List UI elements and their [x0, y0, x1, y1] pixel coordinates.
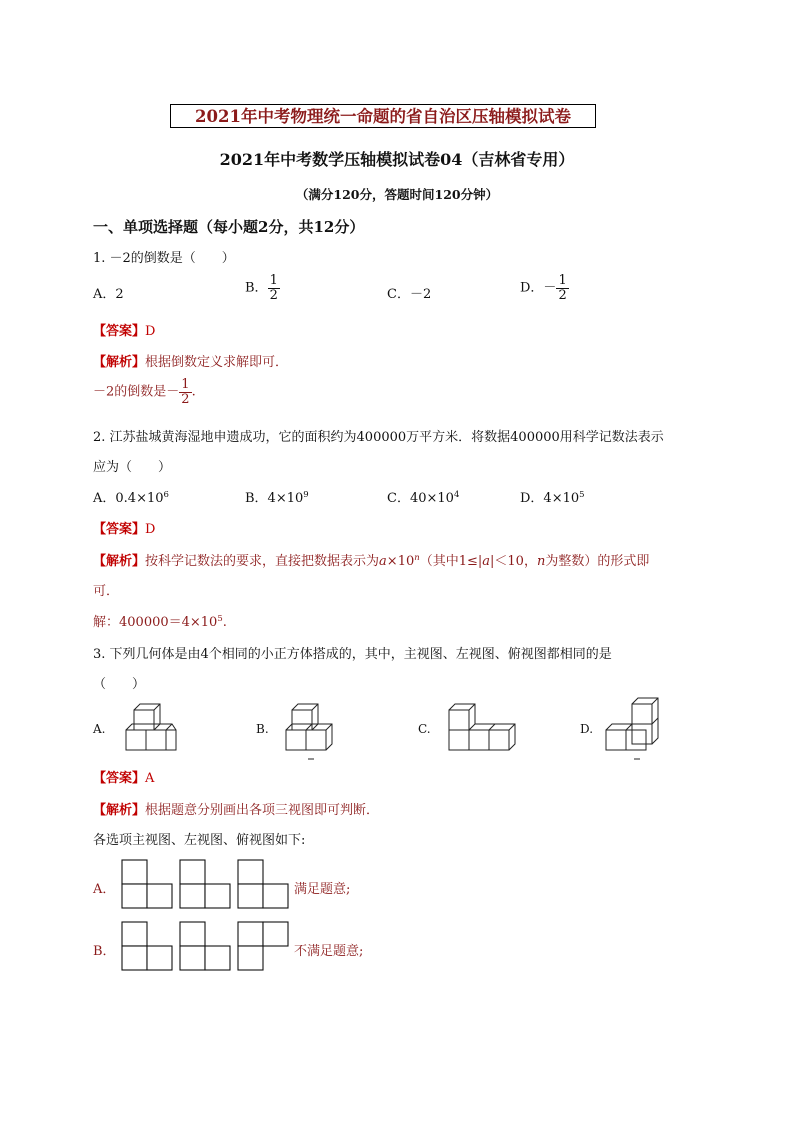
q1-option-b-denominator: 2 [269, 287, 278, 303]
q2-analysis-times: ×10 [386, 554, 415, 569]
page-title: 2021年中考数学压轴模拟试卷04（吉林省专用） [219, 150, 575, 169]
q2-stem-line2: 应为（ ） [93, 460, 172, 475]
q2-option-c-exponent: 4 [453, 490, 460, 500]
q2-analysis-var-n2: n [536, 554, 546, 569]
q3-stem-line2: （ ） [93, 677, 146, 692]
analysis-label: 【解析】 [93, 803, 146, 818]
exam-series-banner: 2021年中考物理统一命题的省自治区压轴模拟试卷 [170, 104, 596, 128]
q2-analysis-var-n: n [414, 553, 420, 563]
q3-option-c-figure [447, 704, 519, 752]
section-heading: 一、单项选择题（每小题2分，共12分） [93, 218, 365, 236]
q2-answer-value: D [145, 522, 156, 537]
q2-work [93, 611, 227, 630]
answer-label: 【答案】 [93, 771, 146, 786]
q3-row-a-top-view [238, 860, 290, 910]
q2-analysis-part1: 按科学记数法的要求，直接把数据表示为 [145, 554, 380, 569]
q2-analysis-part2: （其中1≤| [419, 554, 483, 569]
q2-option-c-base: C．40×10 [387, 491, 454, 506]
q3-option-d-figure [604, 704, 662, 762]
q1-work-fraction [179, 378, 191, 406]
q2-option-b-exponent: 9 [303, 490, 309, 500]
q2-work-base: 解：400000＝4×10 [93, 615, 218, 630]
q3-option-d-label: D. [580, 722, 594, 736]
q2-option-d-base: D．4×10 [520, 491, 580, 506]
q3-views-intro: 各选项主视图、左视图、俯视图如下: [93, 833, 306, 848]
q3-option-a-figure [124, 704, 178, 752]
q2-option-d [520, 487, 585, 506]
q1-option-d-numerator: 1 [558, 273, 567, 288]
q2-work-suffix: . [222, 615, 227, 630]
q2-analysis-text [145, 554, 649, 569]
q1-answer [93, 320, 155, 339]
q3-row-a-side-view [180, 860, 232, 910]
q1-option-d-denominator: 2 [558, 287, 567, 303]
q1-option-b-prefix: B． [245, 280, 268, 296]
q1-work-denominator: 2 [181, 391, 190, 407]
q3-option-a-label: A. [93, 722, 106, 736]
q3-option-c-label: C. [418, 722, 431, 736]
q1-work-numerator: 1 [181, 377, 190, 392]
q3-row-a-front-view [122, 860, 174, 910]
q2-option-a-base: A．0.4×10 [93, 491, 164, 506]
q3-option-b-label: B. [256, 722, 269, 736]
q3-analysis-text: 根据题意分别画出各项三视图即可判断． [145, 803, 380, 818]
q3-row-b-top-view [238, 922, 290, 972]
q3-option-b-figure [284, 704, 340, 762]
q3-answer-value: A [145, 771, 155, 786]
q2-option-b [245, 487, 309, 506]
q2-analysis-line2: 可． [93, 584, 120, 599]
q1-option-c: C．－2 [387, 287, 432, 302]
q2-option-d-exponent: 5 [579, 490, 585, 500]
q1-option-a: A．2 [93, 287, 124, 302]
answer-label: 【答案】 [93, 522, 146, 537]
q1-option-d-fraction [556, 274, 568, 302]
q2-answer [93, 518, 155, 537]
q2-analysis [93, 550, 649, 569]
q1-work [93, 378, 196, 406]
q3-row-b-result: 不满足题意; [294, 944, 364, 959]
q2-option-c [387, 487, 459, 506]
q2-analysis-part4: 为整数）的形式即 [545, 554, 650, 569]
q2-option-a [93, 487, 169, 506]
q1-stem: 1. －2的倒数是（ ） [93, 251, 235, 266]
q2-analysis-part3: |＜10， [490, 554, 537, 569]
q3-row-a-label: A． [93, 882, 116, 897]
analysis-label: 【解析】 [93, 355, 146, 370]
q1-answer-value: D [145, 324, 156, 339]
q1-option-d [520, 274, 569, 302]
answer-label: 【答案】 [93, 324, 146, 339]
q3-stem-line1: 3. 下列几何体是由4个相同的小正方体搭成的，其中，主视图、左视图、俯视图都相同的是 [93, 647, 612, 662]
q2-stem-line1: 2. 江苏盐城黄海湿地申遗成功，它的面积约为400000万平方米．将数据400000用科学记数法表示 [93, 430, 664, 445]
q3-analysis [93, 799, 379, 818]
q1-option-d-prefix: D．－ [520, 280, 557, 296]
q2-analysis-var-a2: a [482, 554, 491, 569]
q2-work-exponent: 5 [217, 614, 223, 624]
q3-answer [93, 767, 154, 786]
q1-analysis-text: 根据倒数定义求解即可． [145, 355, 289, 370]
q1-option-b-numerator: 1 [269, 273, 278, 288]
exam-info: （满分120分，答题时间120分钟） [295, 187, 499, 202]
q1-work-prefix: －2的倒数是－ [93, 384, 180, 400]
q1-work-suffix: . [191, 384, 196, 400]
q2-option-a-exponent: 6 [163, 490, 169, 500]
q2-analysis-var-a: a [379, 554, 387, 569]
q3-row-b-side-view [180, 922, 232, 972]
q3-row-a-result: 满足题意; [294, 882, 351, 897]
q3-row-b-label: B． [93, 944, 116, 959]
q3-row-b-front-view [122, 922, 174, 972]
q1-option-b-fraction [268, 274, 280, 302]
q2-option-b-base: B．4×10 [245, 491, 304, 506]
analysis-label: 【解析】 [93, 554, 146, 569]
q1-analysis [93, 351, 288, 370]
q1-option-b [245, 274, 280, 302]
